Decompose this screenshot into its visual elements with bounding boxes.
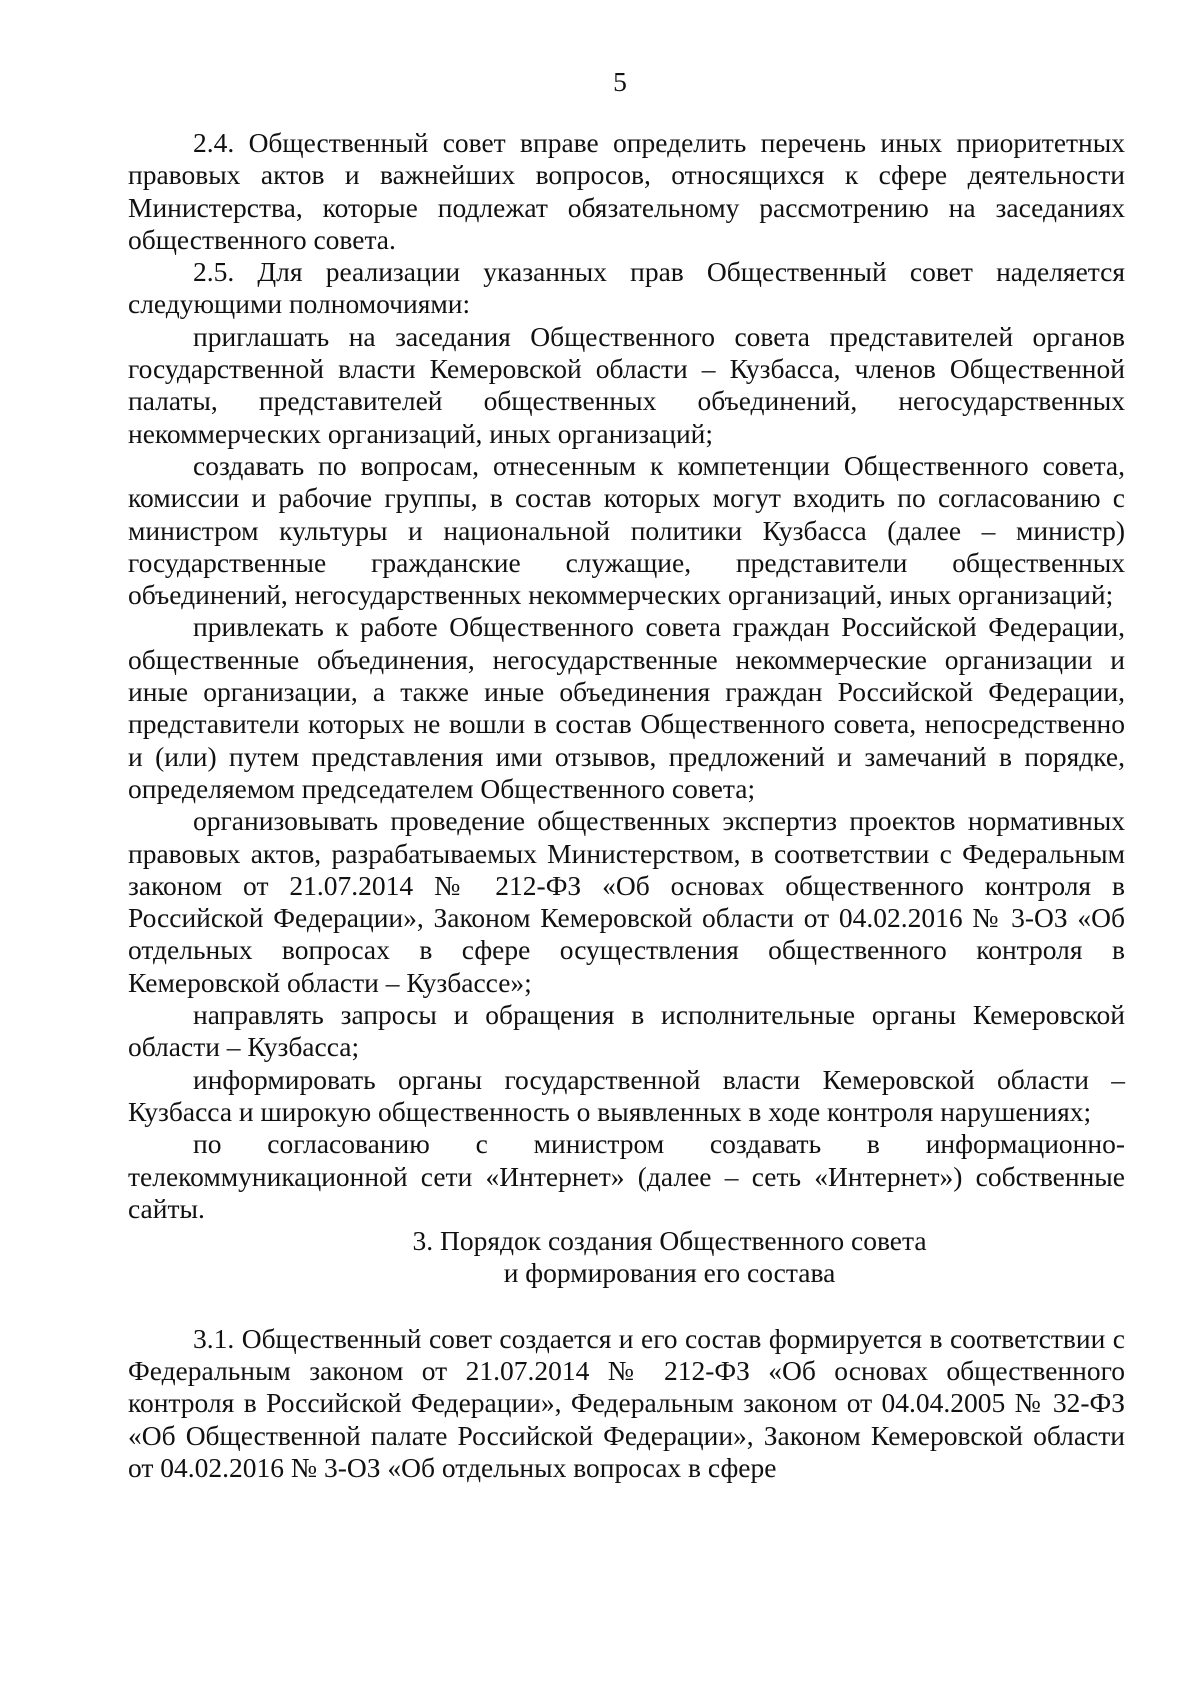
power-inform: информировать органы государственной власти Кемеровской области – Кузбасса и широкую общественность о выявленных в ходе контроля нарушениях; <box>128 1063 1125 1127</box>
paragraph-2-5: 2.5. Для реализации указанных прав Общественный совет наделяется следующими полномочиями: <box>128 256 1125 320</box>
power-send-requests: направлять запросы и обращения в исполнительные органы Кемеровской области – Кузбасса; <box>128 999 1125 1063</box>
power-involve-citizens: привлекать к работе Общественного совета граждан Российской Федерации, общественные объединения, негосударственные некоммерческие организации и иные организации, а также иные объединения граждан Российской Федерации, представители которых не вошли в состав Общественного совета, непосредственно и (или) путем представления ими отзывов, предложений и замечаний в порядке, определяемом председателем Общественного совета; <box>128 611 1125 804</box>
power-create-commissions: создавать по вопросам, отнесенным к компетенции Общественного совета, комиссии и рабочие группы, в состав которых могут входить по согласованию с министром культуры и национальной политики Кузбасса (далее – министр) государственные гражданские служащие, представители общественных объединений, негосударственных некоммерческих организаций, иных организаций; <box>128 449 1125 611</box>
section-3-heading-line-1: 3. Порядок создания Общественного совета <box>412 1225 927 1257</box>
paragraph-3-1: 3.1. Общественный совет создается и его состав формируется в соответствии с Федеральным законом от 21.07.2014 № 212-ФЗ «Об основах общественного контроля в Российской Федерации», Федеральным законом от 04.04.2005 № 32-ФЗ «Об Общественной палате Российской Федерации», Законом Кемеровской области от 04.02.2016 № 3-ОЗ «Об отдельных вопросах в сфере <box>128 1322 1125 1483</box>
power-organize-expertise: организовывать проведение общественных экспертиз проектов нормативных правовых актов, разрабатываемых Министерством, в соответствии с Федеральным законом от 21.07.2014 № 212-ФЗ «Об основах общественного контроля в Российской Федерации», Законом Кемеровской области от 04.02.2016 № 3-ОЗ «Об отдельных вопросах в сфере осуществления общественного контроля в Кемеровской области – Кузбассе»; <box>128 805 1125 998</box>
section-3-heading-line-2: и формирования его состава <box>503 1257 836 1289</box>
section-3-heading <box>128 1225 1125 1290</box>
paragraph-2-4: 2.4. Общественный совет вправе определить перечень иных приоритетных правовых актов и важнейших вопросов, относящихся к сфере деятельности Министерства, которые подлежат обязательному рассмотрению на заседаниях общественного совета. <box>128 127 1125 255</box>
power-create-sites: по согласованию с министром создавать в информационно-телекоммуникационной сети «Интернет» (далее – сеть «Интернет») собственные сайты. <box>128 1128 1125 1224</box>
section-gap <box>128 1290 1125 1323</box>
power-invite: приглашать на заседания Общественного совета представителей органов государственной власти Кемеровской области – Кузбасса, членов Общественной палаты, представителей общественных объединений, негосударственных некоммерческих организаций, иных организаций; <box>128 320 1125 449</box>
document-body <box>128 127 1125 1484</box>
page-number: 5 <box>613 66 627 97</box>
